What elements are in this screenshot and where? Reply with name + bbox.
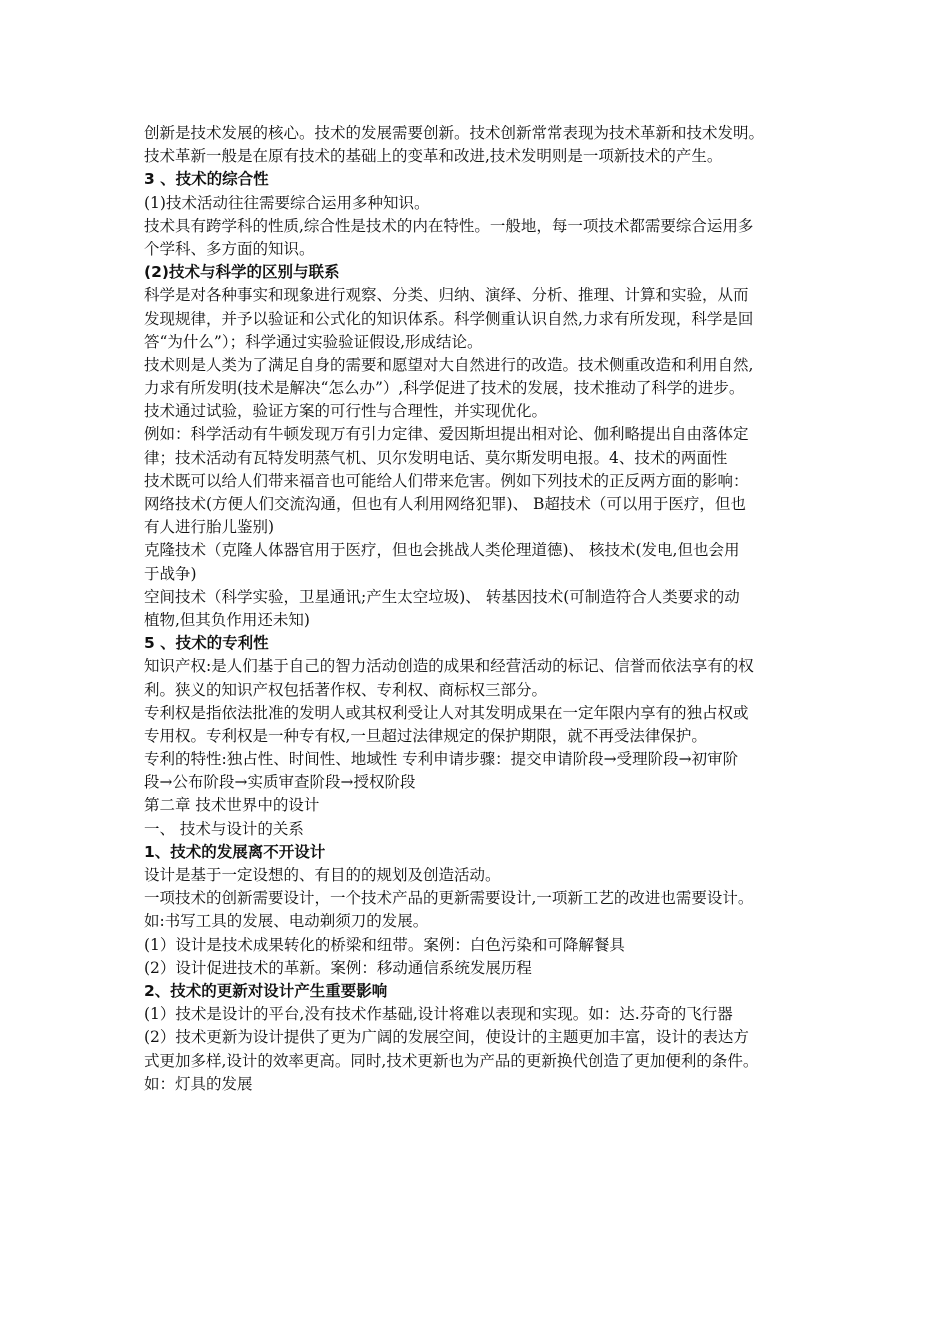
document-page (144, 122, 814, 1096)
text-line: (1)技术活动往往需要综合运用多种知识。 (144, 193, 430, 212)
text-line: 利。狭义的知识产权包括著作权、专利权、商标权三部分。 (144, 680, 548, 699)
text-line: 式更加多样,设计的效率更高。同时,技术更新也为产品的更新换代创造了更加便利的条件。 (144, 1051, 759, 1070)
text-line: 有人进行胎儿鉴别) (144, 518, 275, 537)
text-line: (1）设计是技术成果转化的桥梁和纽带。案例：白色污染和可降解餐具 (144, 935, 625, 954)
text-line: 专用权。专利权是一种专有权,一旦超过法律规定的保护期限，就不再受法律保护。 (144, 726, 707, 745)
text-line: 一项技术的创新需要设计，一个技术产品的更新需要设计,一项新工艺的改进也需要设计。 (144, 889, 754, 908)
text-line: 专利的特性:独占性、时间性、地域性 专利申请步骤：提交申请阶段→受理阶段→初审阶 (144, 750, 739, 769)
text-line: 植物,但其负作用还未知) (144, 610, 310, 629)
text-line: (1）技术是设计的平台,没有技术作基础,设计将难以表现和实现。如：达.芬奇的飞行器 (144, 1005, 733, 1024)
text-line: 技术则是人类为了满足自身的需要和愿望对大自然进行的改造。技术侧重改造和利用自然, (144, 355, 754, 374)
text-line: 设计是基于一定设想的、有目的的规划及创造活动。 (144, 866, 501, 884)
text-line: 个学科、多方面的知识。 (144, 239, 315, 258)
text-line: 于战争) (144, 564, 197, 583)
text-line: 创新是技术发展的核心。技术的发展需要创新。技术创新常常表现为技术革新和技术发明。 (144, 124, 765, 142)
text-line: (2）技术更新为设计提供了更为广阔的发展空间，使设计的主题更加丰富，设计的表达方 (144, 1028, 749, 1047)
text-line: 空间技术（科学实验，卫星通讯;产生太空垃圾)、 转基因技术(可制造符合人类要求的动 (144, 587, 740, 606)
text-line: 段→公布阶段→实质审查阶段→授权阶段 (144, 773, 416, 792)
text-line: 克隆技术（克隆人体器官用于医疗，但也会挑战人类伦理道德)、 核技术(发电,但也会用 (144, 541, 740, 560)
text-line: 技术既可以给人们带来福音也可能给人们带来危害。例如下列技术的正反两方面的影响： (144, 471, 749, 490)
text-line: 如:书写工具的发展、电动剃须刀的发展。 (144, 912, 429, 931)
section-heading: 1、技术的发展离不开设计 (144, 842, 326, 861)
text-line: 专利权是指依法批准的发明人或其权利受让人对其发明成果在一定年限内享有的独占权或 (144, 703, 749, 722)
text-line: 例如：科学活动有牛顿发现万有引力定律、爱因斯坦提出相对论、伽利略提出自由落体定 (144, 425, 749, 444)
text-line: 科学是对各种事实和现象进行观察、分类、归纳、演绎、分析、推理、计算和实验，从而 (144, 286, 749, 305)
text-line: 技术革新一般是在原有技术的基础上的变革和改进,技术发明则是一项新技术的产生。 (144, 147, 723, 166)
text-line: 力求有所发明(技术是解决“怎么办”）,科学促进了技术的发展，技术推动了科学的进步。 (144, 379, 745, 398)
text-line: (2）设计促进技术的革新。案例：移动通信系统发展历程 (144, 958, 532, 977)
text-line: 一、 技术与设计的关系 (144, 819, 304, 838)
section-heading: 2、技术的更新对设计产生重要影响 (144, 981, 388, 1000)
text-line: 如：灯具的发展 (144, 1074, 253, 1093)
text-line: 律；技术活动有瓦特发明蒸气机、贝尔发明电话、莫尔斯发明电报。4、技术的两面性 (144, 448, 728, 467)
text-line: 技术具有跨学科的性质,综合性是技术的内在特性。一般地，每一项技术都需要综合运用多 (144, 216, 754, 235)
text-line: 知识产权:是人们基于自己的智力活动创造的成果和经营活动的标记、信誉而依法享有的权 (144, 657, 754, 676)
text-line: 答“为什么”）；科学通过实验验证假设,形成结论。 (144, 332, 483, 351)
chapter-heading: 第二章 技术世界中的设计 (144, 796, 320, 815)
subsection-heading: (2)技术与科学的区别与联系 (144, 263, 340, 282)
text-line: 技术通过试验，验证方案的可行性与合理性，并实现优化。 (144, 402, 548, 421)
text-line: 网络技术(方便人们交流沟通，但也有人利用网络犯罪)、 B超技术（可以用于医疗，但也 (144, 495, 746, 513)
section-heading: 3 、技术的综合性 (144, 170, 269, 189)
section-heading: 5 、技术的专利性 (144, 634, 269, 653)
text-line: 发现规律，并予以验证和公式化的知识体系。科学侧重认识自然,力求有所发现，科学是回 (144, 309, 754, 328)
